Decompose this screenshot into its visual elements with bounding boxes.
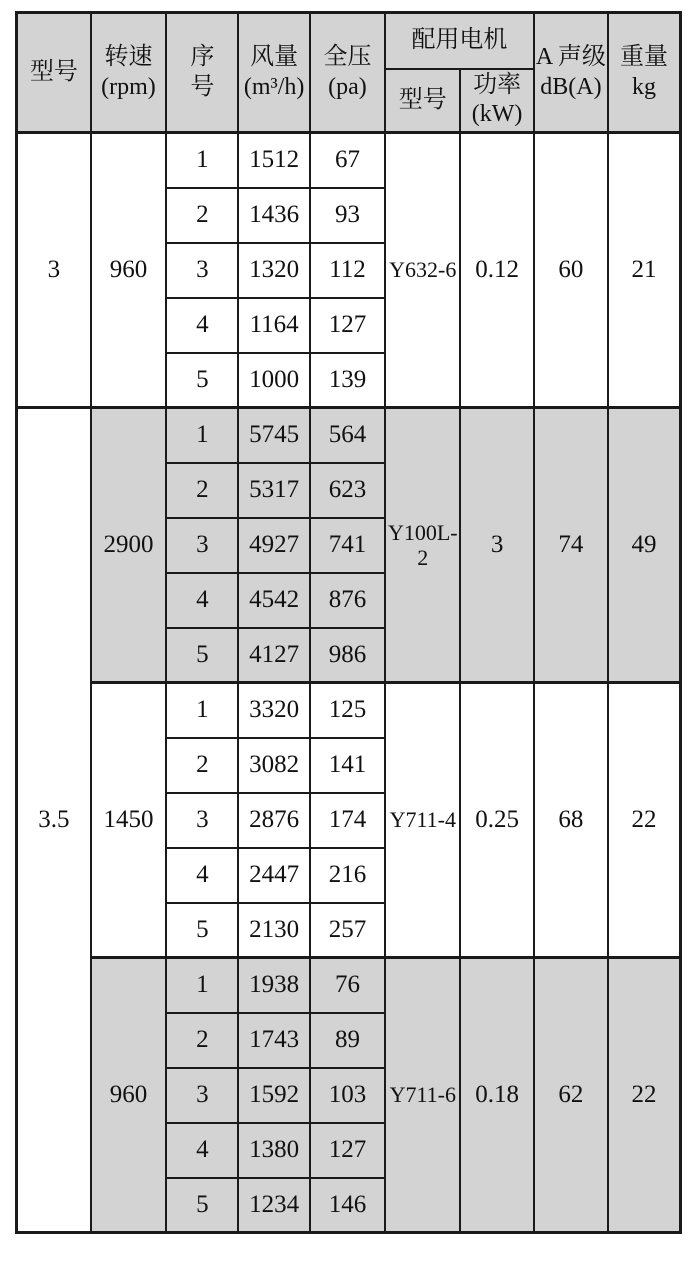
cell-pressure: 127 [310, 298, 385, 353]
cell-weight: 21 [608, 133, 680, 408]
cell-serial-no: 5 [166, 903, 238, 958]
cell-serial-no: 3 [166, 243, 238, 298]
header-motor-power [460, 69, 533, 133]
cell-serial-no: 2 [166, 188, 238, 243]
cell-serial-no: 1 [166, 408, 238, 463]
cell-serial-no: 2 [166, 463, 238, 518]
cell-noise-level: 60 [534, 133, 608, 408]
cell-pressure: 103 [310, 1068, 385, 1123]
cell-motor-power: 0.25 [460, 683, 533, 958]
cell-airflow: 1320 [238, 243, 309, 298]
cell-pressure: 216 [310, 848, 385, 903]
cell-pressure: 741 [310, 518, 385, 573]
cell-weight: 49 [608, 408, 680, 683]
cell-serial-no: 2 [166, 738, 238, 793]
cell-airflow: 1743 [238, 1013, 309, 1068]
cell-pressure: 89 [310, 1013, 385, 1068]
cell-airflow: 1592 [238, 1068, 309, 1123]
cell-airflow: 1234 [238, 1178, 309, 1233]
cell-airflow: 1512 [238, 133, 309, 188]
cell-serial-no: 4 [166, 848, 238, 903]
cell-airflow: 2447 [238, 848, 309, 903]
header-serial-line1: 序 [190, 44, 215, 71]
cell-serial-no: 1 [166, 683, 238, 738]
cell-serial-no: 1 [166, 958, 238, 1013]
header-weight [608, 13, 680, 133]
table-row [17, 408, 681, 463]
header-model: 型号 [17, 13, 91, 133]
cell-airflow: 4127 [238, 628, 309, 683]
header-motor-power-line2: (kW) [471, 101, 523, 128]
cell-serial-no: 3 [166, 518, 238, 573]
header-noise-line2: dB(A) [540, 73, 602, 100]
cell-serial-no: 5 [166, 1178, 238, 1233]
table-row [17, 683, 681, 738]
header-speed-line2: (rpm) [101, 73, 156, 100]
cell-pressure: 67 [310, 133, 385, 188]
header-weight-line2: kg [632, 73, 657, 100]
cell-motor-model: Y632-6 [385, 133, 460, 408]
cell-pressure: 257 [310, 903, 385, 958]
cell-serial-no: 4 [166, 573, 238, 628]
cell-pressure: 623 [310, 463, 385, 518]
cell-noise-level: 74 [534, 408, 608, 683]
cell-pressure: 174 [310, 793, 385, 848]
cell-pressure: 141 [310, 738, 385, 793]
header-motor-power-line1: 功率 [473, 71, 522, 98]
table-row [17, 133, 681, 188]
cell-airflow: 1164 [238, 298, 309, 353]
cell-airflow: 2130 [238, 903, 309, 958]
header-airflow-line1: 风量 [250, 44, 299, 71]
cell-model: 3.5 [17, 408, 91, 1233]
cell-speed: 960 [91, 958, 166, 1233]
cell-pressure: 564 [310, 408, 385, 463]
header-noise [534, 13, 608, 133]
cell-speed: 2900 [91, 408, 166, 683]
cell-airflow: 3320 [238, 683, 309, 738]
cell-serial-no: 4 [166, 1123, 238, 1178]
cell-airflow: 1938 [238, 958, 309, 1013]
cell-airflow: 5745 [238, 408, 309, 463]
cell-pressure: 146 [310, 1178, 385, 1233]
header-weight-line1: 重量 [620, 44, 669, 71]
header-serial-line2: 号 [190, 73, 215, 100]
cell-pressure: 112 [310, 243, 385, 298]
header-airflow [238, 13, 309, 133]
cell-serial-no: 2 [166, 1013, 238, 1068]
header-airflow-line2: (m³/h) [243, 73, 305, 100]
cell-motor-power: 0.18 [460, 958, 533, 1233]
header-pressure-line2: (pa) [328, 73, 367, 100]
cell-airflow: 4542 [238, 573, 309, 628]
cell-motor-model: Y100L-2 [385, 408, 460, 683]
header-motor-model: 型号 [385, 69, 460, 133]
header-serial [166, 13, 238, 133]
cell-serial-no: 1 [166, 133, 238, 188]
table-row [17, 958, 681, 1013]
cell-motor-power: 3 [460, 408, 533, 683]
cell-airflow: 1000 [238, 353, 309, 408]
cell-pressure: 93 [310, 188, 385, 243]
header-motor-group: 配用电机 [385, 13, 534, 69]
cell-speed: 1450 [91, 683, 166, 958]
cell-airflow: 1436 [238, 188, 309, 243]
cell-motor-model: Y711-4 [385, 683, 460, 958]
cell-pressure: 986 [310, 628, 385, 683]
cell-noise-level: 62 [534, 958, 608, 1233]
cell-pressure: 125 [310, 683, 385, 738]
cell-motor-power: 0.12 [460, 133, 533, 408]
fan-spec-table [15, 11, 682, 1234]
cell-model: 3 [17, 133, 91, 408]
cell-airflow: 2876 [238, 793, 309, 848]
cell-pressure: 127 [310, 1123, 385, 1178]
cell-serial-no: 3 [166, 793, 238, 848]
cell-airflow: 3082 [238, 738, 309, 793]
header-speed [91, 13, 166, 133]
cell-pressure: 139 [310, 353, 385, 408]
cell-serial-no: 5 [166, 628, 238, 683]
cell-speed: 960 [91, 133, 166, 408]
header-noise-line1: A 声级 [535, 44, 606, 71]
cell-serial-no: 3 [166, 1068, 238, 1123]
cell-pressure: 76 [310, 958, 385, 1013]
cell-pressure: 876 [310, 573, 385, 628]
cell-airflow: 5317 [238, 463, 309, 518]
cell-serial-no: 4 [166, 298, 238, 353]
cell-serial-no: 5 [166, 353, 238, 408]
cell-airflow: 4927 [238, 518, 309, 573]
cell-weight: 22 [608, 683, 680, 958]
cell-noise-level: 68 [534, 683, 608, 958]
cell-weight: 22 [608, 958, 680, 1233]
header-pressure [310, 13, 385, 133]
cell-airflow: 1380 [238, 1123, 309, 1178]
header-pressure-line1: 全压 [323, 44, 372, 71]
header-speed-line1: 转速 [104, 44, 153, 71]
cell-motor-model: Y711-6 [385, 958, 460, 1233]
